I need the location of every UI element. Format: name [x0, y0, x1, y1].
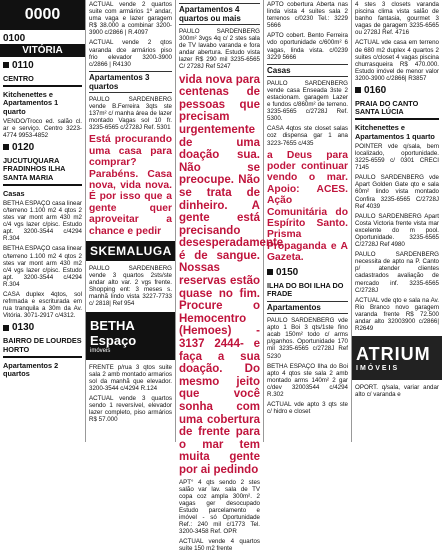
category-heading: Apartamentos 4 quartos ou mais — [179, 3, 260, 25]
classified-ad: PAULO SARDENBERG 300m² 3vgs 4q c/ 2 stes sala de TV lavabo varanda e fora andar abertura. Estudo vista lazer R$ 290 mil 3235-6565 C/ 2728J Ref 5247 — [179, 28, 260, 71]
bullet-square-icon — [3, 62, 9, 68]
subsection-name: PRAIA DO CANTO SANTA LÚCIA — [355, 99, 419, 117]
divider — [3, 184, 82, 186]
section-name: VITÓRIA — [0, 44, 85, 57]
classified-ad: PAULO SARDENBERG vende casa Enseada 3ste 2 estacionam. garagem Lazer e fundos c/860m² de terreno. 3235-6565 c/2728J Ref. 5300. — [267, 79, 348, 123]
classified-ad: PAULO SARDENBERG vende B.Ferreira 3qts ste 137m² c/ manha área de lazer montado Vagas sol 10 fr. 3235-6565 c/2728J Ref. 5301 — [89, 95, 172, 132]
subsection-name: CENTRO — [3, 74, 34, 83]
classified-ad: BETHA ESPAÇO casa linear c/terreno 1.100 m2 4 qtos 2 stes var mont arm 430 m2 c/4 vgs lazer c/pisc. Estudo apt. 3200-3544 c/4294 R.304 — [3, 245, 82, 288]
category-heading: Apartamentos 3 quartos — [89, 71, 172, 93]
campaign-text: vida nova para centenas de pessoas que precisam urgentemente de uma doação sua. Não se preocupe. Não se trata de dinheiro. A gente está precisando desesperadamente é de sangue. Nossas reservas estão quase no fim. Procure o Hemocentro (Hemoes) - 3137 2444- e faça a sua doação. Do mesmo jeito que você sonha com uma cobertura de frente para o mar tem muita gente por ai pedindo — [179, 73, 284, 476]
category-heading: Kitchenettes e Apartamentos 1 quarto — [355, 123, 435, 141]
divider — [355, 118, 439, 120]
classified-ad: ACTUAL vende 3 quartos sendo 1 reversível, elevador lazer completo, piso armários R$ 57.000 — [89, 394, 172, 424]
subsection-code: 0110 — [3, 60, 82, 71]
subsection-name: JUCUTUQUARA FRADINHOS ILHA SANTA MARIA — [3, 156, 66, 182]
category-heading: Casas — [3, 188, 25, 198]
column-4 — [264, 0, 352, 442]
column-2 — [86, 0, 176, 442]
category-heading: Apartamentos — [267, 301, 348, 314]
subsection-code: 0160 — [355, 85, 439, 96]
classified-ad: ACTUAL vende 2 qtos varanda dce armários piso frio elevador 3200-3900 c/2866 | R4130 — [89, 39, 172, 68]
classified-ad: FRENTE p/rua 3 qtos suite sala 2 amb montado armarios sol da manhã que elevador. 3200-3544 c/4294 R.124 — [89, 363, 172, 392]
bullet-square-icon — [3, 144, 9, 150]
classified-ad: POINTER vde q/sala, bem localizado, oportunidade. 3225-6559 c/ 0301 CRECI 7145 — [355, 142, 439, 172]
advertiser-logo: BETHA Espaço imóveis — [86, 312, 175, 360]
column-5 — [352, 0, 442, 442]
classified-ad: APTO cobert. Bento Ferreira vdo oportunidade c/600m² 6 vagas, linda vista. c/0239 3229 5666 — [267, 32, 348, 61]
classified-ad: ACTUAL vde casa em terreno de 680 m2 duplex 4 quartos 2 suites c/closet 4 vagas piscina churrasqueira R$ 470.000. Estudo imóvel de menor valor 3200-3900 c/2866| R3857 — [355, 39, 439, 82]
classified-ad: VENDO/Troco ed. salão cl. ar e serviço. Centro 3223-4774 9953-4852 — [3, 117, 82, 139]
classified-ad: APTO cobertura Aberta nas linda vista 4 suites sala 2 terrenos c/0230 Tel.: 3229 5666 — [267, 1, 348, 30]
column-1 — [0, 0, 86, 442]
classified-ad: PAULO SARDENBERG necessita de apto na P. Canto p/ atender clientes cadastrados avaliação de mercado inf. 3235-6565 C/2728J — [355, 251, 439, 294]
classified-ad: ACTUAL vde qto e sala na Av. Rio Branco novo garagem varanda frente R$ 72.500 andar alto 32003900 c/2866| R2649 — [355, 296, 439, 333]
campaign-text: a Deus para poder continuar vendo o mar. Apoio: ACES. Ação Comunitária do Espírito Santo. Prisma Propaganda e A Gazeta. — [267, 149, 348, 264]
classified-ad: PAULO SARDENBERG vde apto 1 Boi 3 qts/1ste fino acab 150m² todo c/ arms p/ganhos. Oportunidade 170 mil 3235-6565 c/2728J Ref 5230 — [267, 317, 348, 360]
classified-ad: BETHA ESPAÇO Ilha do Boi apto 4 qtos ste sala 2 amb montado arms 140m² 2 gar c/dev 32003544 c/4294 R.302 — [267, 362, 348, 398]
advertiser-logo: ATRIUM IMÓVEIS — [352, 336, 442, 380]
bullet-square-icon — [355, 87, 361, 93]
category-heading: Apartamentos 2 quartos — [3, 360, 59, 379]
top-number-banner: 0000 — [0, 0, 85, 30]
classified-ad: CASA duplex 4qtos, sol refrmada e escriturada em rua tranquila a 30m da Av. Vitória. 3071-2917 c/4312. — [3, 291, 82, 320]
classified-ad: OPORT. q/sala, variar andar alto c/ varanda e — [355, 384, 439, 399]
classified-ad: PAULO SARDENBERG Apart Costa Victoria frente vista mar excelente do m pool. Oportunidade. 3235-6565 C/2728J Ref 4980 — [355, 212, 439, 249]
classified-ad: BETHA ESPAÇO casa linear c/terreno 1.100 m2 4 qtos 2 stes var mont arm 430 m2 c/4 vgs lazer c/pisc. Estudo apt. 3200-3544 c/4294 R.304 — [3, 199, 82, 243]
subsection-code: 0150 — [267, 267, 348, 278]
subsection-code: 0130 — [3, 322, 82, 333]
classified-ad: ACTUAL vende 4 quartos suíte 150 m2 frente — [179, 538, 260, 553]
bullet-square-icon — [3, 325, 9, 331]
classified-ad: APT° 4 qts sendo 2 stes salão var lav. sala de TV copa coz ampla 300m². 2 vagas ger desocupado Estudo parcelamento e imóvel - só Oportunidade Ref.: 240 mil c/1773 Tel. 3200-3458 Ref. OPR — [179, 478, 260, 536]
section-code: 0100 — [3, 33, 26, 44]
classified-ad: PAULO SARDENBERG vende 3 quartos 2sts/ste andar alto var. 2 vgs frente. Shopping ent: 3 meses s. manhã lindo vista 3227-7733 c/ 2818| Ref 954 — [89, 264, 172, 308]
subsection-name: BAIRRO DE LOURDES HORTO — [3, 336, 82, 354]
classified-ad: ACTUAL vende 2 quartos suite com armários 1º andar, uma vaga e lazer garagem R$ 38.000 a combinar 3200-3900 c/2866 | R.4097 — [89, 1, 172, 37]
bullet-square-icon — [267, 269, 273, 275]
category-heading: Casas — [267, 64, 348, 77]
classified-ad: CASA 4qtos ste closet salas coz dispensa gar 1 ana 3223-7655 c/435 — [267, 125, 348, 147]
subsection-code: 0120 — [3, 142, 82, 153]
category-heading: Kitchenettes e Apartamentos 1 quarto — [3, 90, 59, 116]
divider — [3, 356, 82, 358]
campaign-text: Está procurando uma casa para comprar? Parabéns. Casa nova, vida nova. É por isso que a gente quer aproveitar a chance e pedir — [89, 134, 172, 237]
divider — [3, 85, 82, 87]
classified-ad: ACTUAL vde apto 3 qts ste c/ hidro e closet — [267, 401, 348, 416]
advertiser-logo: SKEMALUGA — [86, 241, 175, 261]
classified-ad: PAULO SARDENBERG vde Apart Golden Gate qto e sala 60m² lindo vista montado Confira 3235-6565 C/2728J Ref 4039 — [355, 174, 439, 210]
subsection-name: ILHA DO BOI ILHA DO FRADE — [267, 280, 344, 298]
classified-ad: 4 stes 3 closets varanda piscina clima vista salão de banho fantasia, gourmet 3 vagas de garagem 3235-6565 ou 2728J Ref. 4716 — [355, 1, 439, 37]
